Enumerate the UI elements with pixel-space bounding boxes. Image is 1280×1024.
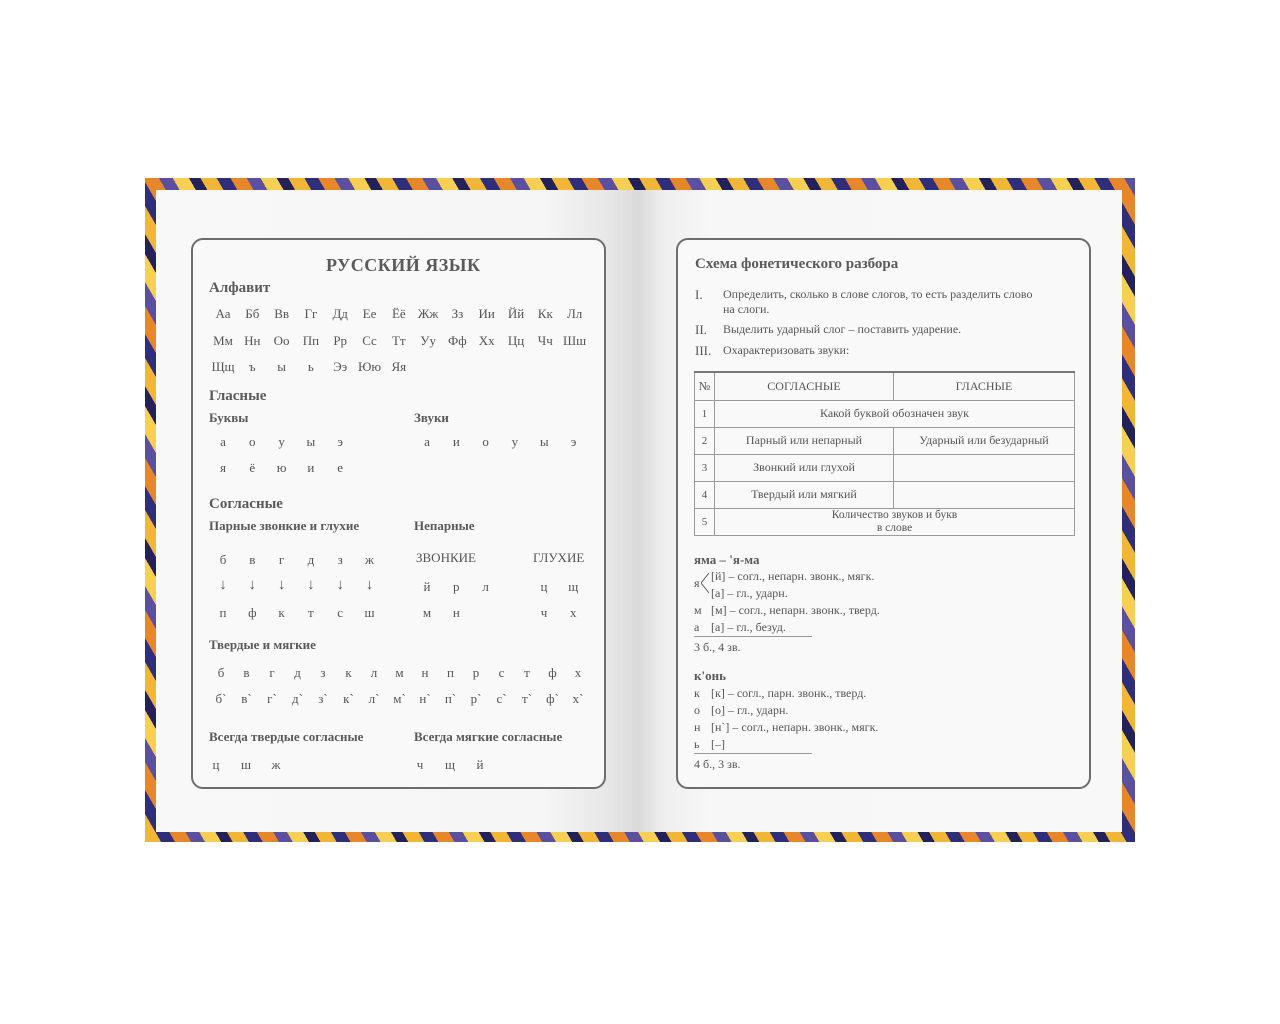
example-2-letter: к (694, 686, 700, 700)
alphabet-letter: Чч (537, 333, 553, 348)
example-1-line: [й] – согл., непарн. звонк., мягк. (711, 569, 875, 583)
table-row (695, 508, 1075, 535)
unpaired-voiceless-letter: ч (540, 605, 548, 620)
alphabet-letter: Оо (273, 333, 290, 348)
paired-label: Парные звонкие и глухие (209, 518, 360, 533)
hard-consonant: б (217, 665, 225, 680)
row-cell-line2: в слове (876, 521, 913, 534)
vowel-letter: ы (306, 434, 316, 449)
example-2-line: [н`] – согл., непарн. звонк., мягк. (711, 720, 879, 734)
row-num: 3 (695, 454, 715, 481)
hard-consonant: м (395, 665, 404, 680)
unpaired-voiced-letter: л (482, 579, 489, 594)
row-num: 4 (695, 481, 715, 508)
unpaired-voiced-letter: й (423, 579, 431, 594)
alphabet-letter: Ии (478, 306, 495, 321)
unpaired-voiceless-letter: х (570, 605, 577, 620)
paired-voiced-letter: б (219, 552, 227, 567)
alphabet-heading: Алфавит (209, 280, 271, 296)
step-1-text-cont: на слоги. (723, 302, 770, 316)
row-cell: Твердый или мягкий (715, 481, 894, 508)
example-1-letter: я (694, 576, 700, 590)
table-header-num: № (695, 372, 715, 400)
table-header-row (695, 372, 1075, 400)
paired-voiced-letter: з (337, 552, 343, 567)
table-row (695, 400, 1075, 427)
hard-consonant: р (472, 665, 480, 680)
alphabet-letter: Мм (213, 333, 233, 348)
alphabet-letter: Щщ (211, 359, 235, 374)
example-2-summary: 4 б., 3 зв. (694, 757, 741, 771)
hard-consonant: л (370, 665, 378, 680)
row-cell: Звонкий или глухой (715, 454, 894, 481)
vowel-letters-label: Буквы (209, 410, 249, 425)
vowel-letter: я (220, 460, 226, 475)
example-2-line: [к] – согл., парн. звонк., тверд. (711, 686, 867, 700)
example-1-letter: м (694, 603, 702, 617)
alphabet-letter: Цц (507, 333, 525, 348)
always-soft-letter: ч (416, 757, 424, 772)
vowel-letter: е (337, 460, 344, 475)
hard-consonant: в (243, 665, 250, 680)
alphabet-letter: Сс (362, 333, 377, 348)
unpaired-voiceless-letter: ц (540, 579, 548, 594)
hard-consonant: з (320, 665, 326, 680)
example-2-line: [о] – гл., ударн. (711, 703, 789, 717)
step-1-text: Определить, сколько в слове слогов, то есть разделить слово (723, 287, 1033, 301)
voiceless-label: ГЛУХИЕ (533, 550, 585, 565)
step-2-text: Выделить ударный слог – поставить ударение. (723, 322, 962, 336)
example-1-line: [а] – гл., безуд. (711, 620, 786, 634)
hard-consonant: д (294, 665, 301, 680)
alphabet-letter: Лл (566, 306, 583, 321)
unpaired-voiced-letter: м (422, 605, 432, 620)
paired-voiced-letter: г (278, 552, 285, 567)
hard-consonant: т (524, 665, 530, 680)
vowel-sound: э (570, 434, 577, 449)
alphabet-letter: Пп (302, 333, 320, 348)
soft-consonant: в` (241, 691, 252, 706)
arrow-down-icon: ↓ (336, 577, 344, 593)
row-num: 2 (695, 427, 715, 454)
paired-voiceless-letter: т (308, 605, 314, 620)
arrow-down-icon: ↓ (219, 577, 227, 593)
vowel-letter: у (278, 434, 285, 449)
soft-consonant: д` (292, 691, 303, 706)
arrow-down-icon: ↓ (248, 577, 257, 593)
alphabet-letter: Тт (391, 333, 406, 348)
step-2-num: II. (695, 322, 707, 337)
alphabet-letter: ь (307, 359, 314, 374)
unpaired-voiced-letter: н (452, 605, 460, 620)
soft-consonant: т` (521, 691, 532, 706)
always-hard-letter: ж (271, 757, 281, 772)
phonetic-scheme-title: Схема фонетического разбора (695, 256, 899, 272)
soft-consonant: н` (419, 691, 431, 706)
alphabet-letter: Вв (274, 306, 289, 321)
row-cell (715, 508, 1075, 535)
always-hard-letter: ш (240, 757, 251, 772)
hard-consonant: г (269, 665, 275, 680)
alphabet-letter: Ээ (333, 359, 348, 374)
row-cell: Ударный или безударный (894, 427, 1075, 454)
always-soft-letter: щ (444, 757, 455, 772)
paired-voiced-letter: д (307, 552, 315, 567)
soft-consonant: л` (368, 691, 380, 706)
row-num: 5 (695, 508, 715, 535)
vowel-sound: ы (539, 434, 549, 449)
step-3-text: Охарактеризовать звуки: (723, 343, 850, 357)
hard-consonant: н (421, 665, 429, 680)
row-cell (894, 481, 1075, 508)
table-header-consonants: СОГЛАСНЫЕ (715, 372, 894, 400)
paired-voiced-letter: ж (365, 552, 374, 567)
vowel-sound: и (452, 434, 460, 449)
soft-consonant: з` (318, 691, 328, 706)
branch-icon (701, 572, 709, 594)
always-hard-letter: ц (212, 757, 220, 772)
alphabet-letter: Шш (563, 333, 587, 348)
alphabet-letter: Рр (333, 333, 348, 348)
row-cell: Какой буквой обозначен звук (715, 400, 1075, 427)
alphabet-letter: Ёё (391, 306, 406, 321)
alphabet-letter: Кк (537, 306, 553, 321)
divider (694, 753, 812, 754)
alphabet-letter: Яя (391, 359, 407, 374)
alphabet-letter: Уу (420, 333, 436, 348)
example-2-line: [–] (711, 737, 725, 751)
alphabet-letter: Фф (448, 333, 467, 348)
hard-consonant: ф (548, 665, 557, 680)
voiced-label: ЗВОНКИЕ (416, 550, 476, 565)
table-row (695, 427, 1075, 454)
hard-consonant: к (345, 665, 352, 680)
soft-consonant: х` (572, 691, 584, 706)
example-1-word: яма – 'я-ма (694, 552, 760, 567)
soft-consonant: г` (267, 691, 277, 706)
example-2-word: к'онь (694, 668, 726, 683)
unpaired-voiceless-letter: щ (568, 579, 579, 594)
vowel-letter: ю (276, 460, 287, 475)
example-1-line: [м] – согл., непарн. звонк., тверд. (711, 603, 880, 617)
hard-consonant: п (447, 665, 454, 680)
page-title: РУССКИЙ ЯЗЫК (326, 255, 481, 275)
hard-soft-label: Твердые и мягкие (209, 637, 316, 652)
row-num: 1 (695, 400, 715, 427)
soft-consonant: к` (343, 691, 354, 706)
alphabet-letter: Аа (215, 306, 231, 321)
paired-voiceless-letter: с (337, 605, 344, 620)
soft-consonant: р` (470, 691, 482, 706)
unpaired-voiced-letter: р (453, 579, 460, 594)
divider (694, 636, 812, 637)
vowel-sound: о (482, 434, 489, 449)
paired-voiced-letter: в (249, 552, 256, 567)
paired-voiceless-letter: к (278, 605, 285, 620)
always-soft-label: Всегда мягкие согласные (414, 729, 563, 744)
soft-consonant: с` (496, 691, 507, 706)
table-header-vowels: ГЛАСНЫЕ (894, 372, 1075, 400)
alphabet-letter: Юю (357, 359, 382, 374)
example-1-letter: а (694, 620, 700, 634)
example-2-letter: о (694, 703, 700, 717)
hard-consonant: с (498, 665, 505, 680)
table-row (695, 454, 1075, 481)
vowel-letter: о (249, 434, 256, 449)
alphabet-letter: Нн (244, 333, 261, 348)
alphabet-letter: Гг (304, 306, 318, 321)
alphabet-letter: Дд (332, 306, 348, 321)
example-2-letter: н (694, 720, 701, 734)
vowel-sound: у (511, 434, 519, 449)
vowel-letter: э (337, 434, 343, 449)
alphabet-letter: Зз (451, 306, 464, 321)
vowel-letter: ё (249, 460, 256, 475)
alphabet-letter: ы (277, 359, 286, 374)
vowel-sounds-label: Звуки (414, 410, 449, 425)
example-1-summary: 3 б., 4 зв. (694, 640, 741, 654)
example-1-line: [а] – гл., ударн. (711, 586, 788, 600)
vowel-letter: а (220, 434, 226, 449)
paired-voiceless-letter: ш (364, 605, 375, 620)
alphabet-letter: Ее (362, 306, 377, 321)
table-row (695, 481, 1075, 508)
hard-consonant: х (574, 665, 582, 680)
alphabet-letter: ъ (248, 359, 256, 374)
step-3-num: III. (695, 343, 712, 358)
alphabet-letter: Йй (507, 306, 525, 321)
vowel-letter: и (307, 460, 315, 475)
row-cell: Парный или непарный (715, 427, 894, 454)
alphabet-letter: Бб (245, 306, 260, 321)
paired-voiceless-letter: п (219, 605, 227, 620)
row-cell-line1: Количество звуков и букв (831, 508, 958, 521)
step-1-num: I. (695, 287, 703, 302)
soft-consonant: ф` (546, 691, 559, 706)
unpaired-label: Непарные (414, 518, 475, 533)
phonetic-table (694, 371, 1075, 536)
vowels-heading: Гласные (209, 388, 267, 404)
arrow-down-icon: ↓ (307, 577, 315, 593)
consonants-heading: Согласные (209, 496, 283, 512)
alphabet-letter: Хх (478, 333, 495, 348)
arrow-down-icon: ↓ (365, 577, 374, 593)
paired-voiceless-letter: ф (248, 605, 257, 620)
example-2-letter: ь (694, 737, 700, 751)
always-hard-label: Всегда твердые согласные (209, 729, 364, 744)
alphabet-letter: Жж (417, 306, 439, 321)
soft-consonant: м` (393, 691, 406, 706)
vowel-sound: а (424, 434, 430, 449)
row-cell (894, 454, 1075, 481)
always-soft-letter: й (476, 757, 484, 772)
arrow-down-icon: ↓ (277, 577, 286, 593)
soft-consonant: п` (444, 691, 457, 706)
soft-consonant: б` (215, 691, 227, 706)
